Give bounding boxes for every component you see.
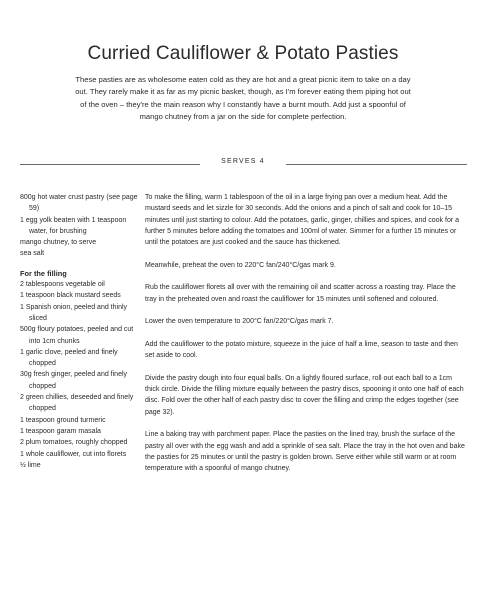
divider-right (286, 164, 467, 165)
ingredient-item: mango chutney, to serve (20, 239, 97, 247)
ingredient-item: 1 Spanish onion, peeled and thinly sliced (20, 303, 128, 322)
ingredient-item: 1 whole cauliflower, cut into florets (20, 450, 127, 458)
ingredient-item: ½ lime (20, 461, 41, 469)
ingredient-item: 1 teaspoon black mustard seeds (20, 292, 121, 300)
method-step: Line a baking tray with parchment paper. Place the pasties on the lined tray, brush the surface of the pastry all over with the egg wash and add a sprinkle of sea salt. Place the tray in the hot oven and bake the pasties for 25 minutes or until the pastry is golden brown. Serve either while still warm or at room temperature with a spoonful of mango chutney. (145, 431, 465, 473)
method-steps (145, 192, 467, 486)
ingredient-item: 2 green chillies, deseeded and finely chopped (20, 394, 134, 413)
method-step: To make the filling, warm 1 tablespoon of the oil in a large frying pan over a medium heat. Add the mustard seeds and let sizzle for 30 seconds. Add the onions and a pinch of salt and cook for 10–15 minutes until just starting to colour. Add the potatoes, garlic, ginger, chillies and spices, and cook for a further 5 minutes before adding the tomatoes and 100ml of water. Simmer for a further 15 minutes or until the potatoes are just cooked and the sauce has thickened. (145, 194, 460, 247)
method-step: Divide the pastry dough into four equal balls. On a lightly floured surface, roll out each ball to a 1cm thick circle. Divide the filling mixture equally between the pastry discs, spooning it onto one half of each disc. Fold over the other half of each pastry disc to cover the filling and crimp the edges together (see page 32). (145, 374, 464, 416)
method-step: Meanwhile, preheat the oven to 220°C fan/240°C/gas mark 9. (145, 261, 336, 269)
serves-label: SERVES 4 (221, 158, 265, 165)
recipe-title: Curried Cauliflower & Potato Pasties (87, 42, 399, 64)
ingredient-item: 1 teaspoon garam masala (20, 427, 101, 435)
method-step: Rub the cauliflower florets all over with the remaining oil and scatter across a roasting tray. Place the tray in the preheated oven and roast the cauliflower for 15 minutes until softened and coloured. (145, 284, 456, 303)
ingredient-spacer (20, 260, 140, 268)
ingredient-item: 2 tablespoons vegetable oil (20, 281, 105, 289)
ingredient-item: 800g hot water crust pastry (see page 59) (20, 194, 138, 213)
ingredient-section-heading: For the filling (20, 268, 67, 278)
method-step: Lower the oven temperature to 200°C fan/220°C/gas mark 7. (145, 318, 334, 326)
ingredient-item: 500g floury potatoes, peeled and cut into 1cm chunks (20, 326, 134, 345)
ingredients-list (20, 192, 140, 471)
method-step: Add the cauliflower to the potato mixture, squeeze in the juice of half a lime, season to taste and then set aside to cool. (145, 340, 458, 360)
ingredient-item: 1 egg yolk beaten with 1 teaspoon water, for brushing (20, 216, 127, 235)
ingredient-item: sea salt (20, 250, 45, 258)
ingredient-item: 1 teaspoon ground turmeric (20, 416, 106, 424)
ingredient-item: 30g fresh ginger, peeled and finely chopped (20, 371, 128, 390)
ingredient-item: 1 garlic clove, peeled and finely chopped (20, 348, 118, 368)
divider-left (20, 164, 200, 165)
recipe-intro: These pasties are as wholesome eaten cold as they are hot and a great picnic item to take on a day out. They rarely make it as far as my picnic basket, though, as I'm forever eating them piping hot out of the oven – they're the main reason why I constantly have a burnt mouth. Add just a spoonful of mango chutney from a jar on the side for complete perfection. (75, 75, 411, 121)
ingredient-item: 2 plum tomatoes, roughly chopped (20, 439, 128, 447)
